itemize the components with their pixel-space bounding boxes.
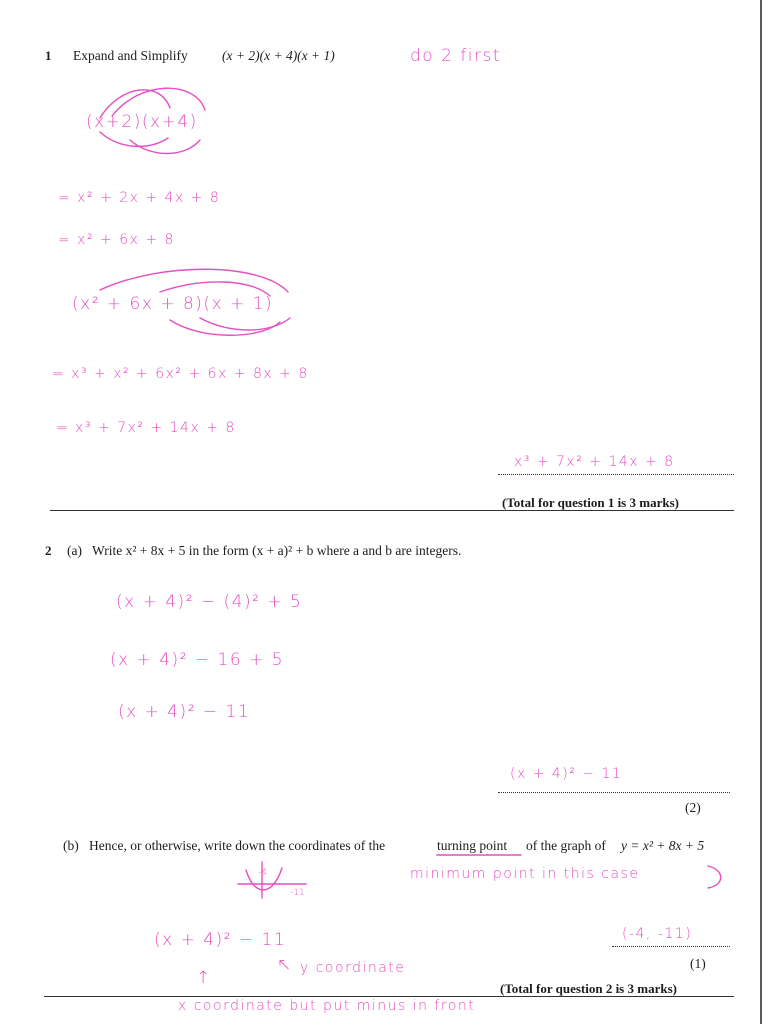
q2a-label: (a) <box>67 543 82 558</box>
q1-arc-bottom-2 <box>130 140 200 154</box>
q1-note: do 2 first <box>410 46 502 66</box>
q2-total: (Total for question 2 is 3 marks) <box>500 981 677 996</box>
q2b-marks: (1) <box>690 956 706 971</box>
q2b-note-curl <box>708 866 721 888</box>
q2b-work: (x + 4)² − 11 <box>154 930 287 950</box>
q1-arc-mid-top <box>160 282 270 296</box>
q1-answer: x³ + 7x² + 14x + 8 <box>514 454 675 470</box>
q2b-prompt-1: Hence, or otherwise, write down the coordinates of the <box>89 838 386 853</box>
q1-number: 1 <box>45 48 52 63</box>
q2b-arrow-diag: ↖ <box>277 955 293 975</box>
q1-expression: (x + 2)(x + 4)(x + 1) <box>222 48 335 63</box>
q1-work-5: = x³ + x² + 6x² + 6x + 8x + 8 <box>52 366 309 382</box>
q2b-label: (b) <box>63 838 79 853</box>
q2a-marks: (2) <box>685 800 701 815</box>
q2b-x-note: x coordinate but put minus in front <box>178 998 476 1014</box>
q2b-y-note: y coordinate <box>300 960 406 976</box>
q2a-work-1: (x + 4)² − (4)² + 5 <box>116 592 303 612</box>
q1-arc-bottom-1 <box>100 132 168 146</box>
q2b-equation: y = x² + 8x + 5 <box>621 838 705 853</box>
q2b-sketch-x: -4 <box>258 868 267 878</box>
q1-work-4: (x² + 6x + 8)(x + 1) <box>72 294 274 314</box>
q2a-prompt: Write x² + 8x + 5 in the form (x + a)² + b where a and b are integers. <box>92 543 462 558</box>
q2a-answer: (x + 4)² − 11 <box>510 766 623 782</box>
q2b-note-minimum: minimum point in this case <box>410 866 640 882</box>
q2b-prompt-2: of the graph of <box>526 838 606 853</box>
q1-prompt: Expand and Simplify <box>73 48 188 63</box>
q1-arc-top-2 <box>112 88 205 116</box>
q1-total: (Total for question 1 is 3 marks) <box>502 495 679 510</box>
q2b-prompt-key: turning point <box>437 838 508 853</box>
q1-work-2: = x² + 2x + 4x + 8 <box>58 190 221 206</box>
q2-number: 2 <box>45 543 52 558</box>
q2b-answer: (-4, -11) <box>622 926 693 942</box>
q1-work-3: = x² + 6x + 8 <box>58 232 175 248</box>
q2b-sketch-curve <box>246 868 282 890</box>
q2b-sketch-y: -11 <box>290 888 305 898</box>
q1-work-1: (x+2)(x+4) <box>86 112 198 132</box>
q1-work-6: = x³ + 7x² + 14x + 8 <box>56 420 236 436</box>
q2a-work-2: (x + 4)² − 16 + 5 <box>110 650 285 670</box>
q2b-arrow-up: ↑ <box>196 968 212 988</box>
q2a-work-3: (x + 4)² − 11 <box>118 702 251 722</box>
q1-arc-top-1 <box>100 90 170 118</box>
